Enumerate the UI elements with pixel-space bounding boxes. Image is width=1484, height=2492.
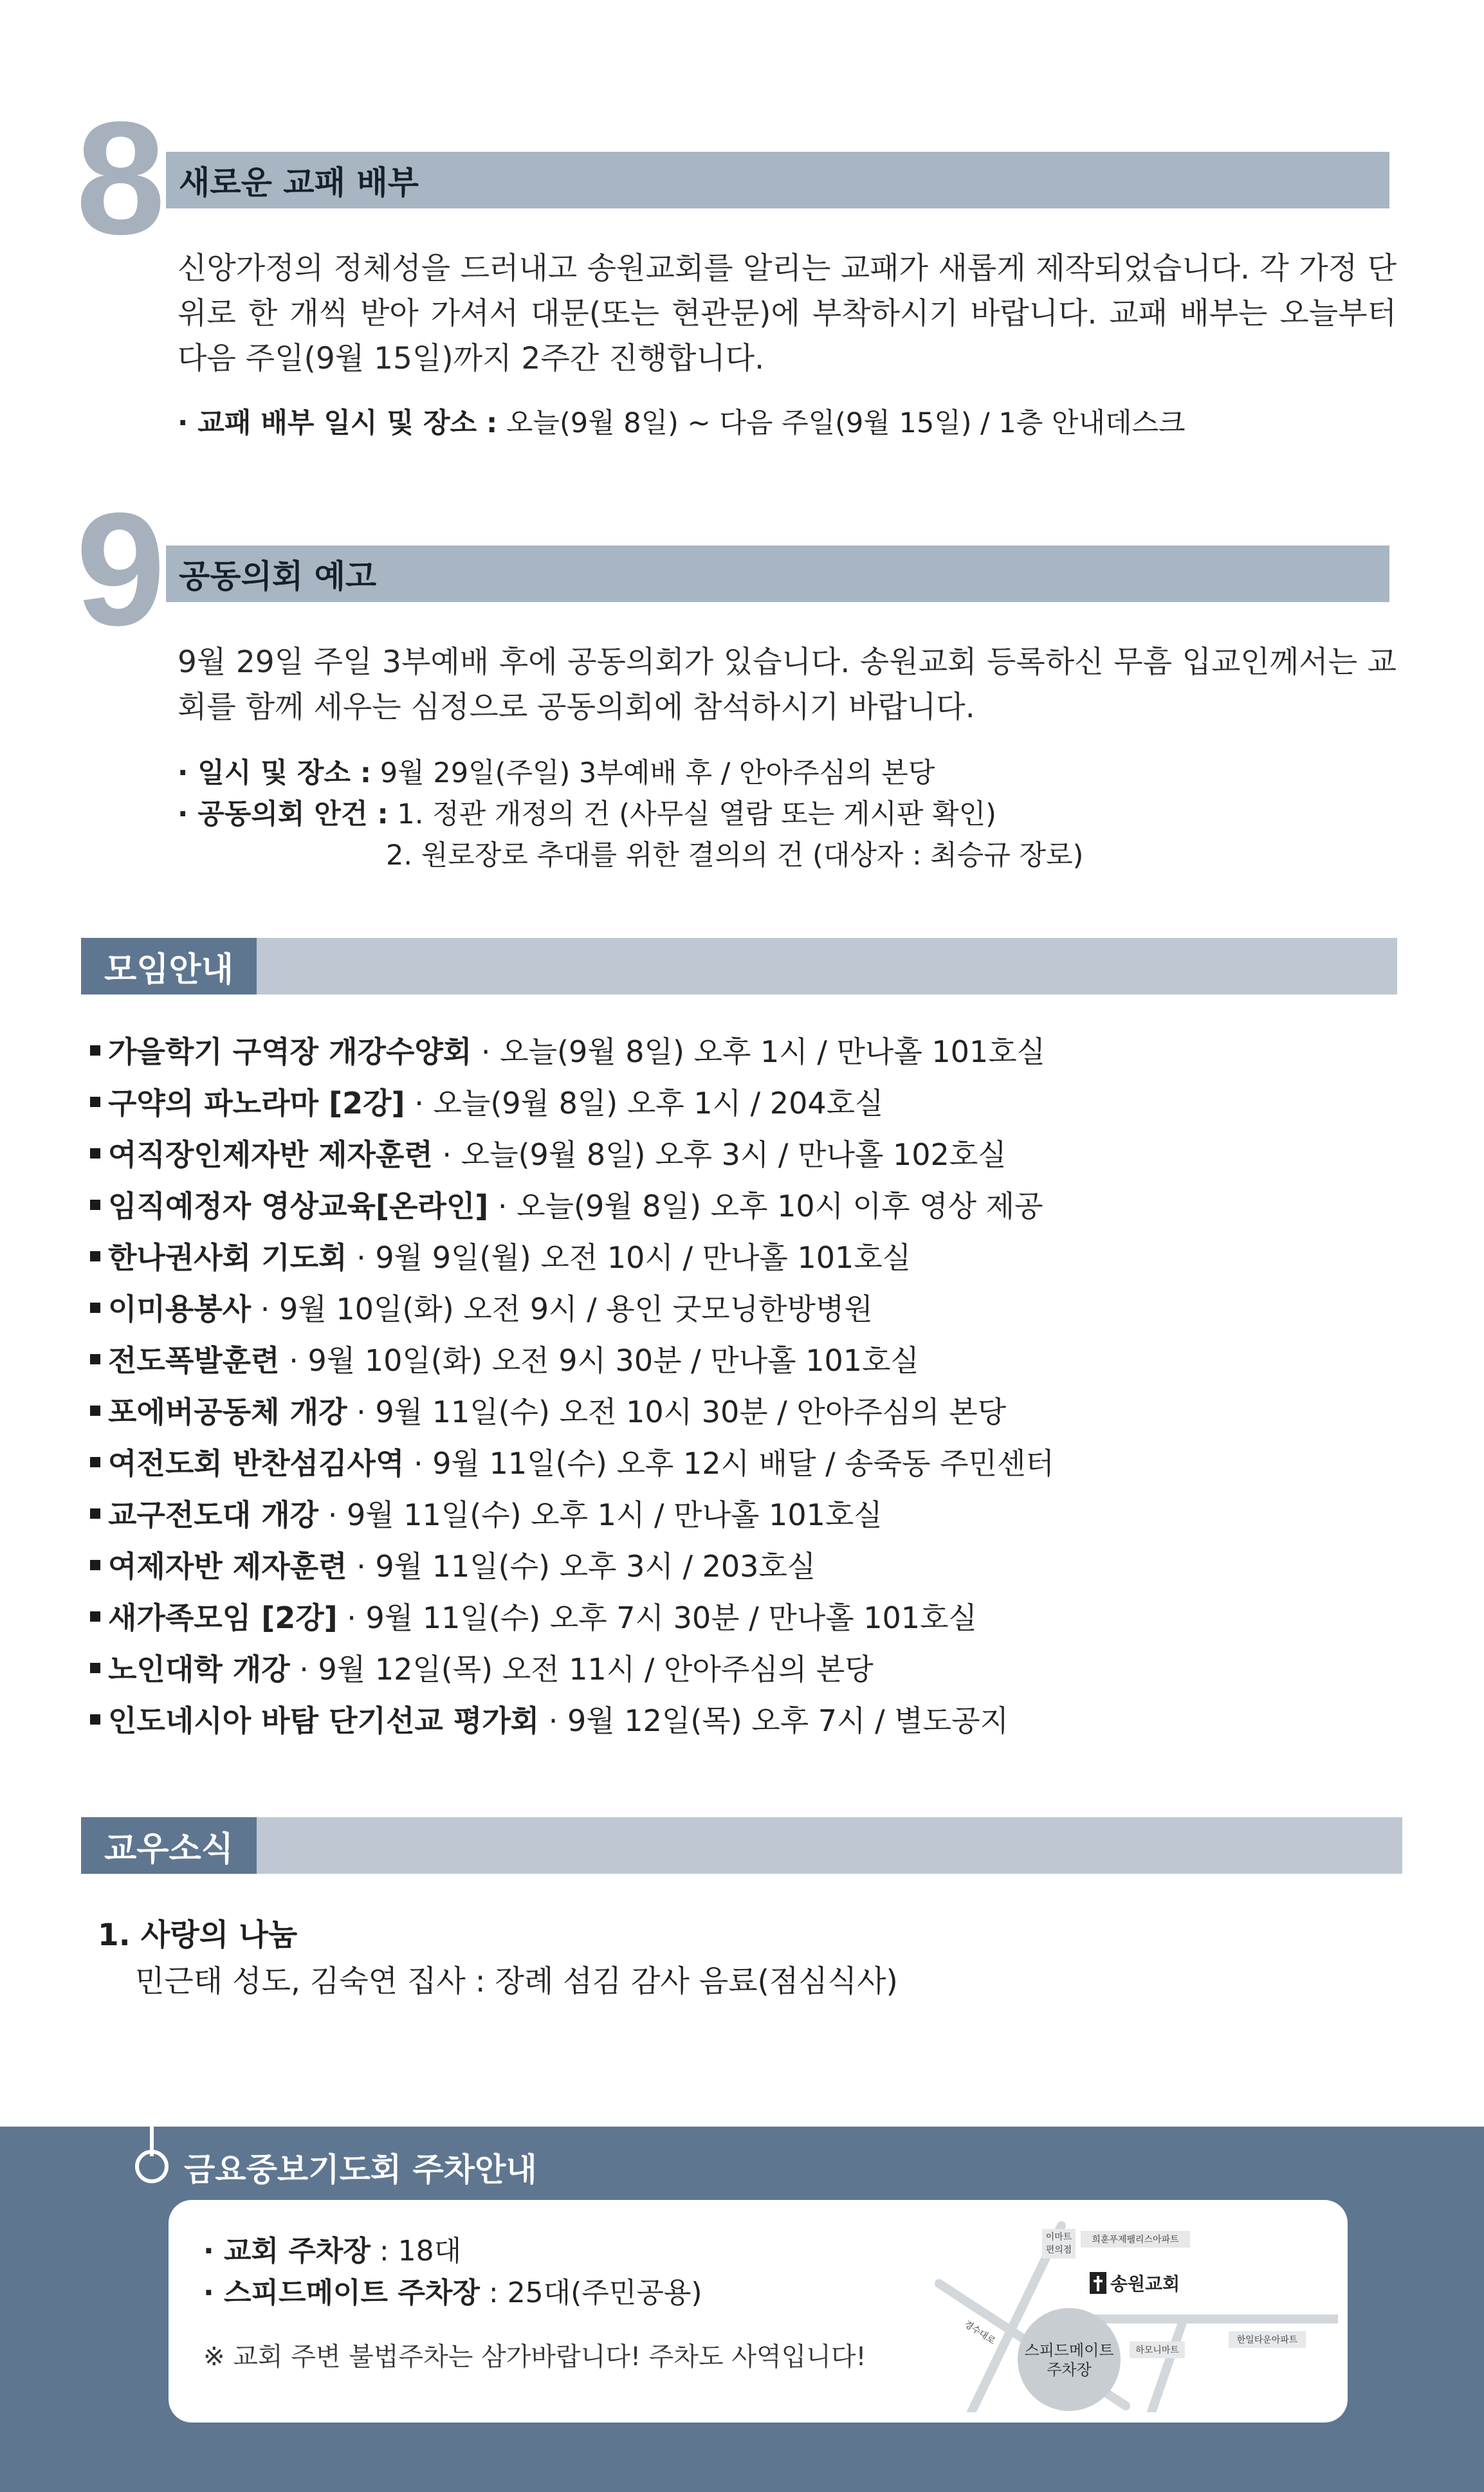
meeting-item xyxy=(90,1386,1409,1438)
meetings-header xyxy=(81,938,1397,994)
section-9-detail-1-value: 9월 29일(주일) 3부예배 후 / 안아주심의 본당 xyxy=(371,757,935,789)
meeting-detail: · 9월 11일(수) 오후 7시 30분 / 만나홀 101호실 xyxy=(337,1600,977,1635)
square-bullet-icon xyxy=(90,1457,100,1467)
meeting-item xyxy=(90,1695,1409,1746)
map-road-label: 경수대로 xyxy=(962,2318,997,2347)
meeting-name: 포에버공동체 개강 xyxy=(108,1395,347,1429)
meeting-name: 이미용봉사 xyxy=(108,1292,252,1326)
meeting-item xyxy=(90,1644,1409,1695)
meeting-detail: · 9월 11일(수) 오후 1시 / 만나홀 101호실 xyxy=(318,1498,883,1532)
section-8-number: 8 xyxy=(76,88,166,268)
news-item-title: 1. 사랑의 나눔 xyxy=(98,1918,298,1953)
meetings-heading: 모임안내 xyxy=(81,938,257,994)
section-9-body: 9월 29일 주일 3부예배 후에 공동의회가 있습니다. 송원교회 등록하신 무흠 입교인께서는 교회를 함께 세우는 심정으로 공동의회에 참석하시기 바랍니다. xyxy=(178,645,1397,725)
section-8-body: 신앙가정의 정체성을 드러내고 송원교회를 알리는 교패가 새롭게 제작되었습니다. 각 가정 단위로 한 개씩 받아 가셔서 대문(또는 현관문)에 부착하시기 바랍니다. 교패 배부는 오늘부터 다음 주일(9월 15일)까지 2주간 진행합니다. xyxy=(178,251,1397,376)
square-bullet-icon xyxy=(90,1097,100,1107)
church-parking xyxy=(203,2232,461,2271)
meeting-detail: · 9월 10일(화) 오전 9시 30분 / 만나홀 101호실 xyxy=(279,1343,919,1378)
meeting-detail: · 오늘(9월 8일) 오후 1시 / 204호실 xyxy=(405,1086,884,1121)
meeting-item xyxy=(90,1438,1409,1489)
section-9-detail-2-label: · 공동의회 안건 : xyxy=(178,798,389,830)
church-parking-value: : 18대 xyxy=(370,2235,462,2268)
meeting-detail: · 9월 12일(목) 오후 7시 / 별도공지 xyxy=(539,1703,1009,1738)
section-9-detail-1 xyxy=(178,754,935,792)
square-bullet-icon xyxy=(90,1200,100,1210)
meeting-detail: · 9월 11일(수) 오후 12시 배달 / 송죽동 주민센터 xyxy=(404,1446,1054,1481)
map-speedmate-marker xyxy=(1018,2308,1121,2411)
square-bullet-icon xyxy=(90,1045,100,1056)
news-header xyxy=(81,1817,1402,1874)
meeting-name: 구약의 파노라마 [2강] xyxy=(108,1086,405,1121)
meeting-item xyxy=(90,1180,1409,1232)
map-emart-sub: 편의점 xyxy=(1045,2245,1072,2255)
meeting-item xyxy=(90,1283,1409,1335)
section-9-detail-2 xyxy=(178,795,996,834)
square-bullet-icon xyxy=(90,1148,100,1159)
meeting-detail: · 9월 11일(수) 오전 10시 30분 / 안아주심의 본당 xyxy=(347,1395,1007,1429)
meeting-item xyxy=(90,1489,1409,1541)
meeting-item xyxy=(90,1077,1409,1129)
section-9-detail-3: 2. 원로장로 추대를 위한 결의의 건 (대상자 : 최승규 장로) xyxy=(386,839,1084,872)
meeting-name: 여전도회 반찬섬김사역 xyxy=(108,1446,405,1481)
parking-title: 금요중보기도회 주차안내 xyxy=(184,2151,537,2188)
parking-warning: ※ 교회 주변 불법주차는 삼가바랍니다! 주차도 사역입니다! xyxy=(203,2342,866,2372)
map-roads xyxy=(939,2226,1338,2412)
meeting-item xyxy=(90,1232,1409,1283)
meeting-item xyxy=(90,1129,1409,1180)
meeting-name: 새가족모임 [2강] xyxy=(108,1600,338,1635)
section-8-detail-value: 오늘(9월 8일) ~ 다음 주일(9월 15일) / 1층 안내데스크 xyxy=(497,407,1186,439)
news-heading: 교우소식 xyxy=(81,1817,257,1874)
section-9-detail-2-value: 1. 정관 개정의 건 (사무실 열람 또는 게시판 확인) xyxy=(388,798,996,830)
square-bullet-icon xyxy=(90,1251,100,1261)
meeting-name: 노인대학 개강 xyxy=(108,1652,290,1687)
map-emart-label: 이마트 xyxy=(1045,2232,1072,2242)
meetings-list xyxy=(90,1026,1409,1746)
section-9-detail-1-label: · 일시 및 장소 : xyxy=(178,757,372,789)
square-bullet-icon xyxy=(90,1611,100,1622)
square-bullet-icon xyxy=(90,1354,100,1364)
meeting-name: 인도네시아 바탐 단기선교 평가회 xyxy=(108,1703,540,1738)
map-hamoni-label: 하모니마트 xyxy=(1135,2345,1179,2356)
meeting-name: 한나권사회 기도회 xyxy=(108,1240,347,1275)
meeting-item xyxy=(90,1335,1409,1386)
meeting-item xyxy=(90,1541,1409,1592)
meeting-detail: · 오늘(9월 8일) 오후 10시 이후 영상 제공 xyxy=(488,1189,1043,1223)
square-bullet-icon xyxy=(90,1663,100,1673)
meeting-detail: · 9월 12일(목) 오전 11시 / 안아주심의 본당 xyxy=(289,1652,874,1687)
section-8-title: 새로운 교패 배부 xyxy=(166,152,1389,208)
speedmate-parking xyxy=(203,2274,702,2313)
section-9-title: 공동의회 예고 xyxy=(166,545,1389,602)
meeting-name: 가을학기 구역장 개강수양회 xyxy=(108,1034,472,1069)
speedmate-parking-label: · 스피드메이트 주차장 xyxy=(203,2277,480,2309)
meeting-item xyxy=(90,1592,1409,1644)
parking-map xyxy=(926,2213,1338,2412)
map-church-label: 송원교회 xyxy=(1110,2273,1180,2295)
meeting-detail: · 9월 10일(화) 오전 9시 / 용인 굿모닝한방병원 xyxy=(251,1292,873,1326)
meeting-detail: · 9월 11일(수) 오후 3시 / 203호실 xyxy=(347,1549,816,1584)
meeting-name: 임직예정자 영상교육[온라인] xyxy=(108,1189,489,1223)
map-apt1-label: 희훈푸제팰리스아파트 xyxy=(1092,2235,1179,2245)
meeting-detail: · 오늘(9월 8일) 오후 1시 / 만나홀 101호실 xyxy=(472,1034,1046,1069)
meeting-detail: · 9월 9일(월) 오전 10시 / 만나홀 101호실 xyxy=(347,1240,911,1275)
meeting-name: 교구전도대 개강 xyxy=(108,1498,319,1532)
map-apt2-label: 한일타운아파트 xyxy=(1236,2335,1298,2345)
square-bullet-icon xyxy=(90,1508,100,1519)
meeting-name: 전도폭발훈련 xyxy=(108,1343,280,1378)
square-bullet-icon xyxy=(90,1714,100,1725)
square-bullet-icon xyxy=(90,1560,100,1570)
section-9-number: 9 xyxy=(76,479,166,659)
section-8-detail xyxy=(178,404,1186,443)
church-parking-label: · 교회 주차장 xyxy=(203,2235,371,2268)
section-8-detail-label: · 교패 배부 일시 및 장소 : xyxy=(178,407,498,439)
meeting-item xyxy=(90,1026,1409,1077)
square-bullet-icon xyxy=(90,1303,100,1313)
location-pin-icon xyxy=(135,2150,169,2183)
meeting-detail: · 오늘(9월 8일) 오후 3시 / 만나홀 102호실 xyxy=(432,1137,1007,1172)
speedmate-parking-value: : 25대(주민공용) xyxy=(479,2277,702,2309)
meeting-name: 여제자반 제자훈련 xyxy=(108,1549,347,1584)
square-bullet-icon xyxy=(90,1406,100,1416)
map-speedmate-label-2: 주차장 xyxy=(1047,2361,1092,2379)
map-speedmate-label-1: 스피드메이트 xyxy=(1024,2341,1114,2359)
meeting-name: 여직장인제자반 제자훈련 xyxy=(108,1137,433,1172)
news-item-body: 민근태 성도, 김숙연 집사 : 장례 섬김 감사 음료(점심식사) xyxy=(135,1964,898,1999)
